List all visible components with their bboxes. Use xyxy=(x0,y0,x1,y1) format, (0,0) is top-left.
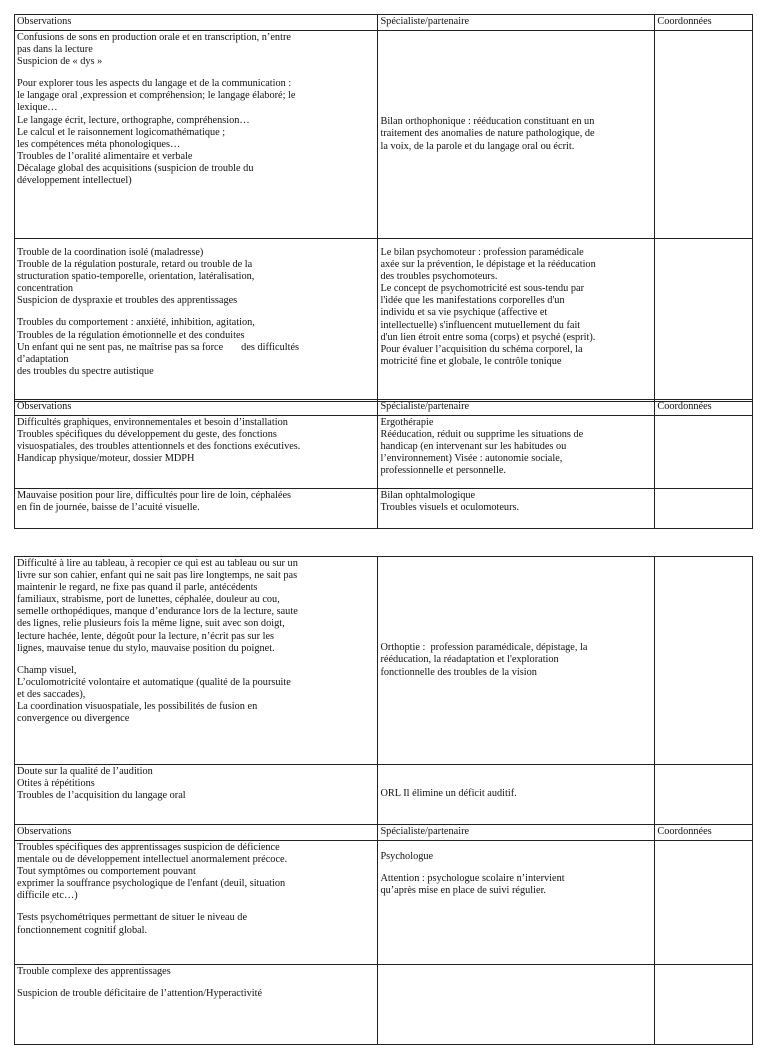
text-line: qu’après mise en place de suivi régulier. xyxy=(380,885,547,897)
text-line: Trouble de la régulation posturale, retard ou trouble de la xyxy=(17,259,253,271)
text-line: Pour explorer tous les aspects du langage et de la communication : xyxy=(17,78,292,90)
text-line: Psychologue xyxy=(380,851,434,862)
table-orthoptie-orl xyxy=(14,556,753,1045)
observations-cell xyxy=(15,239,378,402)
text-line: et des saccades), xyxy=(17,688,86,700)
header-specialiste: Spécialiste/partenaire xyxy=(378,825,655,841)
text-line: Champ visuel, xyxy=(17,664,77,676)
text-line: Bilan ophtalmologique xyxy=(380,490,476,501)
text-line: difficile etc…) xyxy=(17,890,78,902)
coordonnees-cell xyxy=(655,416,753,489)
text-line: fonctionnement cognitif global. xyxy=(17,924,148,936)
text-line: les compétences méta phonologiques… xyxy=(17,138,181,150)
text-line: handicap (en intervenant sur les habitudes ou xyxy=(380,441,567,453)
text-line: le langage oral ,expression et compréhension; le langage élaboré; le xyxy=(17,90,296,102)
text-line: Troubles de la régulation émotionnelle et des conduites xyxy=(17,329,245,341)
header-specialiste: Spécialiste/partenaire xyxy=(378,15,655,31)
header-observations: Observations xyxy=(15,400,378,416)
observations-cell xyxy=(15,841,378,965)
table-row xyxy=(15,489,753,529)
text-line: Troubles spécifiques du développement du geste, des fonctions xyxy=(17,429,277,441)
text-line: lecture hachée, lente, dégoût pour la lecture, n’écrit pas sur les xyxy=(17,630,275,642)
header-observations: Observations xyxy=(15,15,378,31)
text-line: des troubles du spectre autistique xyxy=(17,365,154,377)
text-line: Tout symptômes ou comportement pouvant xyxy=(17,866,196,878)
specialiste-cell xyxy=(378,416,655,489)
header-row xyxy=(15,15,753,31)
line-gap xyxy=(17,307,375,317)
text-line: familiaux, strabisme, port de lunettes, céphalée, douleur au cou, xyxy=(17,594,280,606)
text-line: Difficulté à lire au tableau, à recopier ce qui est au tableau ou sur un xyxy=(17,558,298,569)
line-gap xyxy=(17,978,375,988)
text-line: Troubles de l’oralité alimentaire et verbale xyxy=(17,150,193,162)
text-line: structuration spatio-temporelle, orientation, latéralisation, xyxy=(17,271,255,283)
header-specialiste: Spécialiste/partenaire xyxy=(378,400,655,416)
coordonnees-cell xyxy=(655,841,753,965)
coordonnees-cell xyxy=(655,965,753,1045)
text-line: Bilan orthophonique : rééducation constituant en un xyxy=(380,116,595,128)
text-line: lignes, mauvaise tenue du stylo, mauvaise position du poignet. xyxy=(17,642,275,654)
text-line: l'idée que les manifestations corporelles d'un xyxy=(380,295,565,307)
text-line: d'un lien étroit entre soma (corps) et psyché (esprit). xyxy=(380,331,596,343)
text-line: Troubles visuels et oculomoteurs. xyxy=(380,502,520,514)
text-line: Le calcul et le raisonnement logicomathématique ; xyxy=(17,126,226,138)
text-line: Suspicion de « dys » xyxy=(17,56,103,68)
text-line: Ergothérapie xyxy=(380,417,434,428)
specialiste-cell xyxy=(378,765,655,825)
coordonnees-cell xyxy=(655,765,753,825)
line-gap xyxy=(17,68,375,78)
specialiste-cell xyxy=(378,965,655,1045)
text-line: traitement des anomalies de nature pathologique, de xyxy=(380,128,595,140)
specialiste-cell xyxy=(378,239,655,402)
text-line: semelle orthopédiques, manque d’endurance lors de la lecture, saute xyxy=(17,606,298,618)
table-row xyxy=(15,765,753,825)
coordonnees-cell xyxy=(655,239,753,402)
text-line: Le bilan psychomoteur : profession paramédicale xyxy=(380,247,584,258)
text-line: des troubles psychomoteurs. xyxy=(380,271,498,283)
text-line: lexique… xyxy=(17,102,58,114)
header-row xyxy=(15,825,753,841)
text-line: Troubles du comportement : anxiété, inhibition, agitation, xyxy=(17,317,255,329)
text-line: mentale ou de développement intellectuel anormalement précoce. xyxy=(17,854,288,866)
text-line: convergence ou divergence xyxy=(17,713,130,725)
observations-cell xyxy=(15,31,378,239)
text-line: Suspicion de dyspraxie et troubles des apprentissages xyxy=(17,295,238,307)
text-line: développement intellectuel) xyxy=(17,175,132,187)
text-line: L’oculomotricité volontaire et automatique (qualité de la poursuite xyxy=(17,676,291,688)
coordonnees-cell xyxy=(655,557,753,765)
observations-cell xyxy=(15,557,378,765)
table-row xyxy=(15,841,753,965)
text-line: Un enfant qui ne sent pas, ne maîtrise pas sa force des difficultés xyxy=(17,341,300,353)
text-line: Trouble de la coordination isolé (maladresse) xyxy=(17,247,204,258)
text-line: Troubles de l’acquisition du langage oral xyxy=(17,790,186,802)
text-line: axée sur la prévention, le dépistage et la rééducation xyxy=(380,259,596,271)
text-line: l’environnement) Visée : autonomie sociale, xyxy=(380,453,563,465)
table-row xyxy=(15,239,753,402)
text-line: Attention : psychologue scolaire n’intervient xyxy=(380,873,565,885)
line-gap xyxy=(17,655,375,665)
text-line: individu et sa vie psychique (affective et xyxy=(380,307,548,319)
specialiste-cell xyxy=(378,841,655,965)
text-line: rééducation, la réadaptation et l'exploration xyxy=(380,654,559,666)
text-line: visuospatiales, des troubles attentionnels et des fonctions exécutives. xyxy=(17,441,301,453)
table-row xyxy=(15,416,753,489)
header-coordonnees: Coordonnées xyxy=(655,15,753,31)
text-line: d’adaptation xyxy=(17,353,69,365)
specialiste-cell xyxy=(378,557,655,765)
line-gap xyxy=(380,863,652,873)
text-line: des lignes, relie plusieurs fois la même ligne, suit avec son doigt, xyxy=(17,618,285,630)
header-coordonnees: Coordonnées xyxy=(655,400,753,416)
text-line: Pour évaluer l’acquisition du schéma corporel, la xyxy=(380,343,583,355)
observations-cell xyxy=(15,965,378,1045)
text-line: fonctionnelle des troubles de la vision xyxy=(380,666,537,678)
specialiste-cell xyxy=(378,489,655,529)
text-line: Doute sur la qualité de l’audition xyxy=(17,766,153,777)
text-line: en fin de journée, baisse de l’acuité visuelle. xyxy=(17,502,200,514)
text-line: maintenir le regard, ne fixe pas quand il parle, antécédents xyxy=(17,582,258,594)
text-line: Otites à répétitions xyxy=(17,778,95,790)
text-line: Trouble complexe des apprentissages xyxy=(17,966,171,977)
text-line: Confusions de sons en production orale et en transcription, n’entre xyxy=(17,32,291,43)
text-line: ORL Il élimine un déficit auditif. xyxy=(380,788,517,800)
header-row xyxy=(15,400,753,416)
text-line: Rééducation, réduit ou supprime les situations de xyxy=(380,429,584,441)
header-observations: Observations xyxy=(15,825,378,841)
coordonnees-cell xyxy=(655,489,753,529)
header-coordonnees: Coordonnées xyxy=(655,825,753,841)
text-line: livre sur son cahier, enfant qui ne sait pas lire longtemps, ne sait pas xyxy=(17,570,298,582)
text-line: Troubles spécifiques des apprentissages suspicion de déficience xyxy=(17,842,280,853)
text-line: pas dans la lecture xyxy=(17,44,93,56)
text-line: Difficultés graphiques, environnementales et besoin d’installation xyxy=(17,417,288,428)
text-line: la voix, de la parole et du langage oral ou écrit. xyxy=(380,140,575,152)
text-line: exprimer la souffrance psychologique de l'enfant (deuil, situation xyxy=(17,878,286,890)
text-line: concentration xyxy=(17,283,74,295)
table-row xyxy=(15,31,753,239)
text-line: Décalage global des acquisitions (suspicion de trouble du xyxy=(17,162,254,174)
table-row xyxy=(15,557,753,765)
text-line: professionnelle et personnelle. xyxy=(380,465,506,477)
observations-cell xyxy=(15,416,378,489)
text-line: Le langage écrit, lecture, orthographe, compréhension… xyxy=(17,114,250,126)
specialiste-cell xyxy=(378,31,655,239)
text-line: Mauvaise position pour lire, difficultés pour lire de loin, céphalées xyxy=(17,490,292,501)
text-line: Tests psychométriques permettant de situer le niveau de xyxy=(17,912,248,924)
observations-cell xyxy=(15,765,378,825)
line-gap xyxy=(17,902,375,912)
text-line: Le concept de psychomotricité est sous-tendu par xyxy=(380,283,585,295)
text-line: Handicap physique/moteur, dossier MDPH xyxy=(17,453,195,465)
text-line: La coordination visuospatiale, les possibilités de fusion en xyxy=(17,701,258,713)
table-row xyxy=(15,965,753,1045)
coordonnees-cell xyxy=(655,31,753,239)
text-line: intellectuelle) s'influencent mutuellement du fait xyxy=(380,319,581,331)
table-orthophonie-psychomot xyxy=(14,14,753,402)
text-line: motricité fine et globale, le contrôle tonique xyxy=(380,355,562,367)
observations-cell xyxy=(15,489,378,529)
text-line: Orthoptie : profession paramédicale, dépistage, la xyxy=(380,642,588,654)
text-line: Suspicion de trouble déficitaire de l’attention/Hyperactivité xyxy=(17,988,263,1000)
table-ergo-ophtalmo xyxy=(14,399,753,529)
